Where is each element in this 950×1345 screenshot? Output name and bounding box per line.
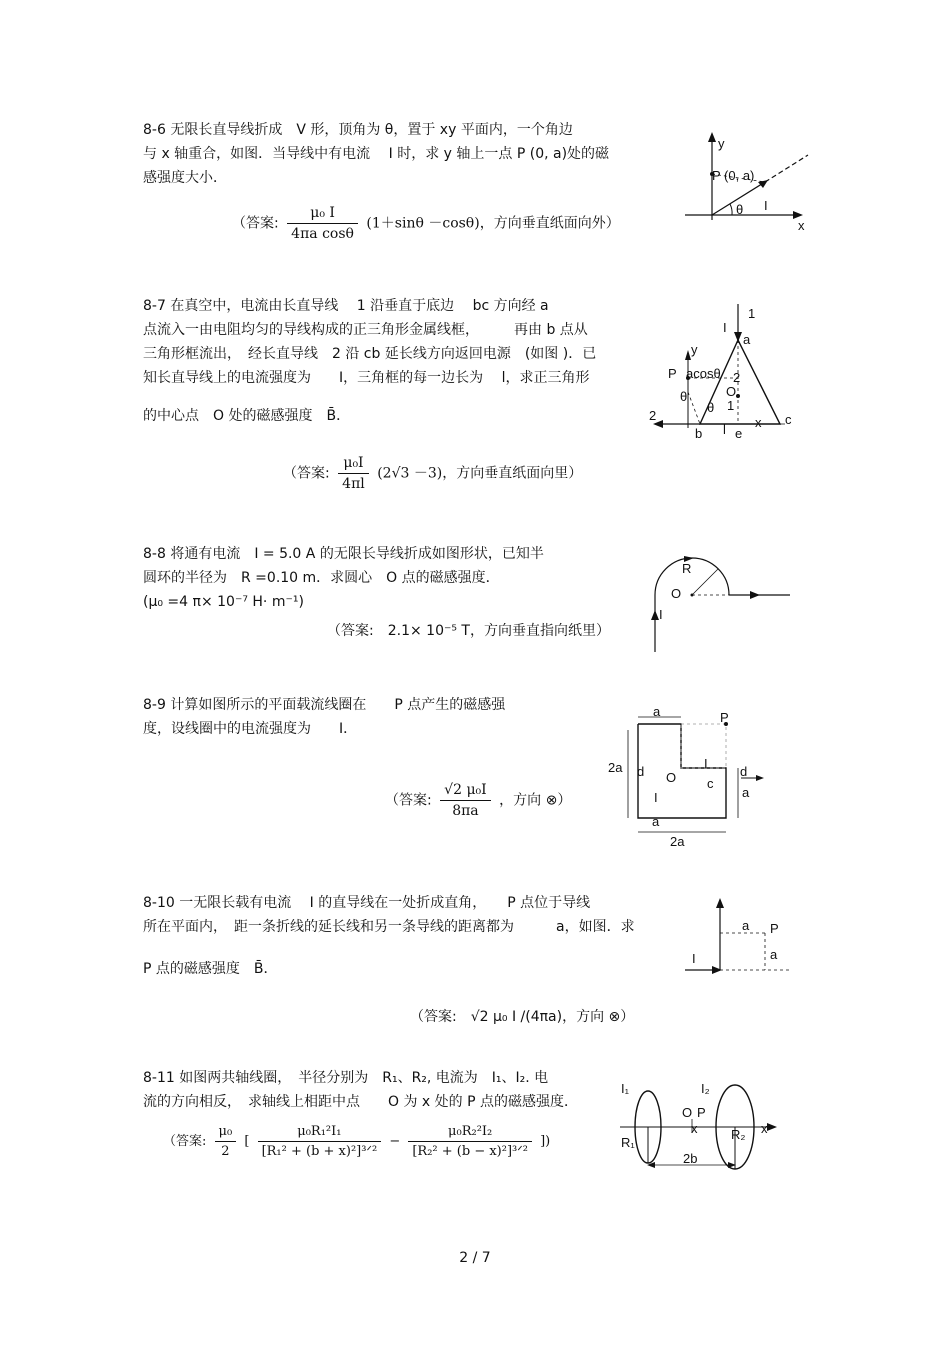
fig-x-label: x: [798, 218, 805, 233]
problem-8-11-answer: [163, 1124, 550, 1159]
answer-coef-numerator: μ₀: [215, 1124, 237, 1142]
fig-p-label: P (0, a): [712, 168, 755, 183]
figure-8-7: [645, 300, 815, 450]
fig-2-label: 2: [649, 408, 657, 423]
fig-i-label: I: [764, 198, 768, 213]
problem-8-7-line3: 三角形框流出， 经长直导线 2 沿 cb 延长线方向返回电源 (如图 )．已: [143, 346, 597, 362]
figure-8-8: [640, 540, 800, 660]
problem-8-8-line3: (μ₀ =4 π× 10⁻⁷ H· m⁻¹): [143, 594, 304, 610]
fig-c-label: c: [785, 412, 792, 427]
problem-8-6-line3: 感强度大小．: [143, 170, 227, 186]
fig-R2-label: R₂: [731, 1127, 746, 1142]
answer-term2: [408, 1124, 532, 1159]
answer-numerator: μ₀ I: [287, 205, 358, 224]
fig-2b-label: 2b: [683, 1151, 698, 1166]
fig-I-label: I: [659, 607, 663, 622]
fig-I-mid-label: I: [704, 756, 708, 771]
answer-prefix: （答案:: [283, 465, 330, 482]
answer-term2-denominator: [R₂² + (b − x)²]³ᐟ²: [412, 1144, 528, 1159]
fig-y-label: y: [691, 342, 698, 357]
fig-1-inner-label: 1: [727, 398, 735, 413]
answer-denominator: 4πl: [342, 476, 365, 492]
problem-8-7-text: [143, 294, 596, 428]
answer-term1: [258, 1124, 382, 1159]
problem-8-10-line2: 所在平面内， 距一条折线的延长线和另一条导线的距离都为 a，如图．求: [143, 919, 635, 935]
problem-8-10-line1: 8-10 一无限长载有电流 I 的直导线在一处折成直角， P 点位于导线: [143, 895, 591, 911]
problem-8-8-text: [143, 542, 544, 614]
fig-2a-left-label: 2a: [608, 760, 623, 775]
answer-bracket-close: ]): [540, 1134, 551, 1149]
answer-term1-denominator: [R₁² + (b + x)²]³ᐟ²: [261, 1144, 378, 1159]
fig-x-label: x: [755, 415, 762, 430]
fig-a-top-label: a: [653, 704, 661, 719]
page-number: 2 / 7: [459, 1250, 491, 1266]
fig-O-label: O: [671, 586, 682, 601]
problem-8-8-line2: 圆环的半径为 R =0.10 m．求圆心 O 点的磁感强度．: [143, 570, 500, 586]
fig-P-label: P: [697, 1105, 706, 1120]
problem-8-7-line2: 点流入一由电阻均匀的导线构成的正三角形金属线框， 再由 b 点从: [143, 322, 588, 338]
fig-P-label: P: [770, 921, 779, 936]
fig-a-bottom-label: a: [652, 814, 660, 829]
problem-8-6-text: [143, 118, 609, 190]
answer-fraction: [338, 455, 369, 492]
fig-c-label: c: [707, 776, 714, 791]
fig-theta2-label: θ: [707, 400, 715, 415]
fig-x-small-label: x: [691, 1121, 698, 1136]
problem-8-6-answer: [232, 205, 620, 242]
answer-denominator: 8πa: [452, 803, 479, 819]
figure-8-11: [615, 1075, 785, 1190]
fig-d-left-label: d: [637, 764, 645, 779]
problem-8-8-line1: 8-8 将通有电流 I = 5.0 A 的无限长导线折成如图形状，已知半: [143, 546, 544, 562]
fig-2-inner-label: 2: [733, 370, 741, 385]
fig-d-right-label: d: [740, 764, 748, 779]
answer-tail: (2√3 －3)，方向垂直纸面向里）: [377, 465, 583, 482]
problem-8-6-line2: 与 x 轴重合，如图．当导线中有电流 I 时，求 y 轴上一点 P (0, a)处的磁: [143, 146, 610, 162]
problem-8-9-line1: 8-9 计算如图所示的平面载流线圈在 P 点产生的磁感强: [143, 697, 506, 713]
fig-I-low-label: I: [654, 790, 658, 805]
answer-tail: ，方向 ⊗）: [499, 792, 572, 809]
fig-2a-bottom-label: 2a: [670, 834, 685, 849]
fig-R1-label: R₁: [621, 1135, 635, 1150]
fig-l-label: l: [723, 422, 726, 437]
fig-P-label: P: [720, 710, 729, 725]
figure-8-6: [680, 130, 820, 240]
fig-1-label: 1: [748, 306, 756, 321]
problem-8-9-answer: [385, 782, 571, 819]
fig-O-label: O: [682, 1105, 693, 1120]
answer-minus: −: [389, 1134, 401, 1149]
answer-numerator: √2 μ₀I: [440, 782, 491, 801]
fig-y-label: y: [718, 136, 725, 151]
fig-I-label: I: [692, 951, 696, 966]
figure-8-10: [680, 895, 800, 980]
fig-theta-label: θ: [736, 202, 744, 217]
problem-8-11-line1: 8-11 如图两共轴线圈， 半径分别为 R₁、R₂, 电流为 I₁、I₂. 电: [143, 1070, 549, 1086]
problem-8-8-answer: （答案: 2.1× 10⁻⁵ T，方向垂直指向纸里）: [327, 623, 610, 639]
problem-8-9-text: [143, 693, 505, 741]
problem-8-7-answer: [283, 455, 582, 492]
answer-term1-numerator: μ₀R₁²I₁: [258, 1124, 382, 1142]
fig-R-label: R: [682, 561, 692, 576]
answer-numerator: μ₀I: [338, 455, 369, 474]
fig-e-label: e: [735, 426, 743, 441]
problem-8-10-line3: P 点的磁感强度 B̄．: [143, 961, 278, 977]
answer-bracket-open: [: [244, 1134, 250, 1149]
fig-x-axis-label: x: [761, 1121, 768, 1136]
answer-prefix: （答案:: [232, 215, 279, 232]
problem-8-11-line2: 流的方向相反， 求轴线上相距中点 O 为 x 处的 P 点的磁感强度．: [143, 1094, 578, 1110]
answer-prefix: （答案:: [385, 792, 432, 809]
figure-8-9: [606, 700, 776, 850]
problem-8-9-line2: 度，设线圈中的电流强度为 I．: [143, 721, 358, 737]
problem-8-7-line5: 的中心点 O 处的磁感强度 B̄．: [143, 408, 351, 424]
problem-8-10-answer: （答案: √2 μ₀ I /(4πa)，方向 ⊗）: [410, 1009, 635, 1025]
answer-coefficient: [215, 1124, 237, 1159]
fig-I2-label: I₂: [701, 1081, 710, 1096]
problem-8-7-line4: 知长直导线上的电流强度为 I，三角框的每一边长为 l，求正三角形: [143, 370, 590, 386]
fig-I1-label: I₁: [621, 1081, 629, 1096]
fig-P-label: P: [668, 366, 677, 381]
answer-coef-denominator: 2: [221, 1144, 230, 1159]
fig-O-label: O: [726, 384, 737, 399]
fig-theta1-label: θ: [680, 389, 688, 404]
problem-8-6-line1: 8-6 无限长直导线折成 V 形，顶角为 θ，置于 xy 平面内，一个角边: [143, 122, 573, 138]
fig-acos-label: acosθ: [686, 366, 721, 381]
fig-O-label: O: [666, 770, 677, 785]
fig-a-right-label: a: [742, 785, 750, 800]
problem-8-7-line1: 8-7 在真空中，电流由长直导线 1 沿垂直于底边 bc 方向经 a: [143, 298, 549, 314]
fig-a1-label: a: [742, 918, 750, 933]
answer-prefix: （答案:: [163, 1134, 207, 1149]
answer-fraction: [440, 782, 491, 819]
fig-I-label: I: [723, 320, 727, 335]
fig-a2-label: a: [770, 947, 778, 962]
answer-term2-numerator: μ₀R₂²I₂: [408, 1124, 532, 1142]
fig-a-label: a: [743, 332, 751, 347]
problem-8-11-text: [143, 1066, 578, 1114]
fig-b-label: b: [695, 426, 703, 441]
answer-fraction: [287, 205, 358, 242]
problem-8-10-text: [143, 891, 635, 981]
answer-denominator: 4πa cosθ: [291, 226, 354, 242]
answer-tail: (1＋sinθ －cosθ)，方向垂直纸面向外）: [366, 215, 620, 232]
